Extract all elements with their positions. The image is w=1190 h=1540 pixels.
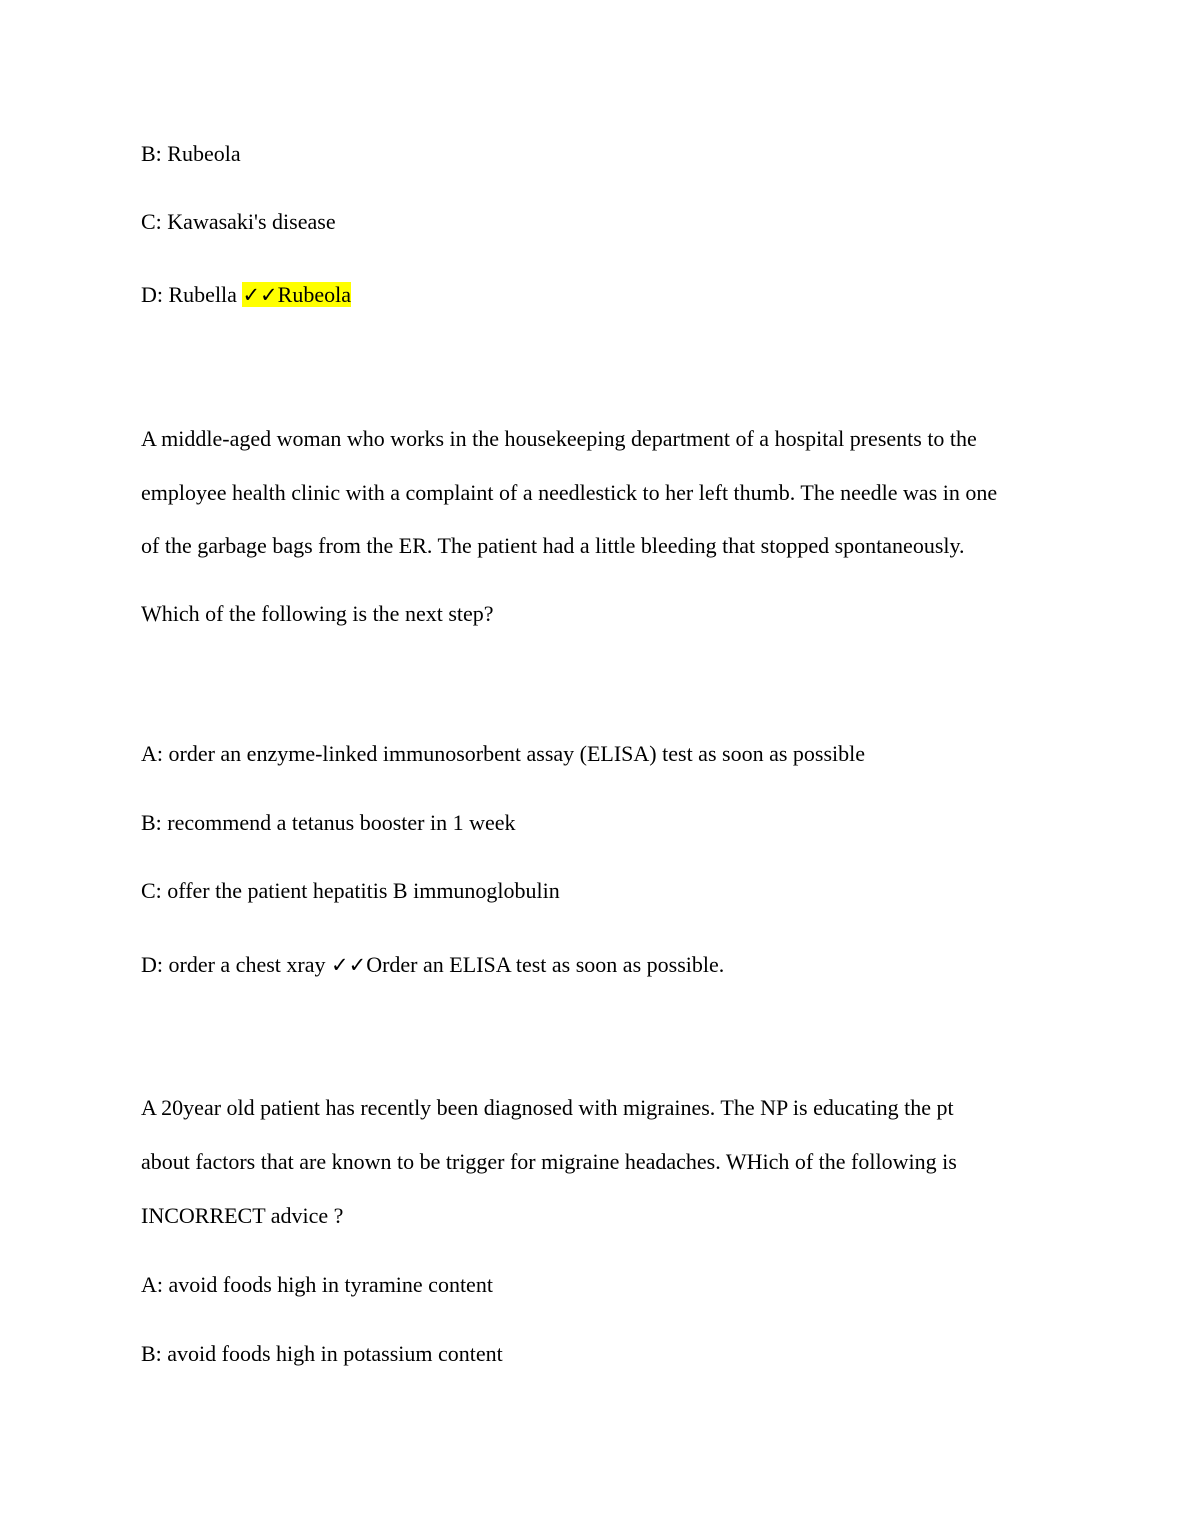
- answer-highlight: [242, 282, 351, 307]
- option-b-potassium: B: avoid foods high in potassium content: [141, 1341, 503, 1366]
- question-stem-line-3: of the garbage bags from the ER. The patient had a little bleeding that stopped spontaneously.: [141, 533, 965, 558]
- question-prompt: Which of the following is the next step?: [141, 601, 494, 626]
- double-check-icon: ✓✓: [242, 283, 278, 307]
- answer-text: Rubeola: [277, 282, 351, 307]
- option-d-rubella: D: Rubella: [141, 282, 237, 307]
- answer-text: Order an ELISA test as soon as possible.: [366, 952, 725, 977]
- option-b-rubeola: B: Rubeola: [141, 141, 241, 166]
- option-d-xray-line: [141, 952, 724, 978]
- migraine-stem-line-3: INCORRECT advice ?: [141, 1203, 344, 1228]
- migraine-stem-line-1: A 20year old patient has recently been diagnosed with migraines. The NP is educating the pt: [141, 1095, 954, 1120]
- question-stem-line-2: employee health clinic with a complaint of a needlestick to her left thumb. The needle was in one: [141, 480, 998, 505]
- option-c-kawasaki: C: Kawasaki's disease: [141, 209, 336, 234]
- option-a-elisa: A: order an enzyme-linked immunosorbent assay (ELISA) test as soon as possible: [141, 741, 866, 766]
- option-c-hepatitis: C: offer the patient hepatitis B immunoglobulin: [141, 878, 560, 903]
- option-b-tetanus: B: recommend a tetanus booster in 1 week: [141, 810, 516, 835]
- option-d-xray: D: order a chest xray: [141, 952, 326, 977]
- double-check-icon: ✓✓: [330, 953, 367, 977]
- option-d-rubella-line: [141, 282, 351, 308]
- migraine-stem-line-2: about factors that are known to be trigger for migraine headaches. WHich of the following is: [141, 1149, 957, 1174]
- option-a-tyramine: A: avoid foods high in tyramine content: [141, 1272, 493, 1297]
- question-stem-line-1: A middle-aged woman who works in the housekeeping department of a hospital presents to the: [141, 426, 977, 451]
